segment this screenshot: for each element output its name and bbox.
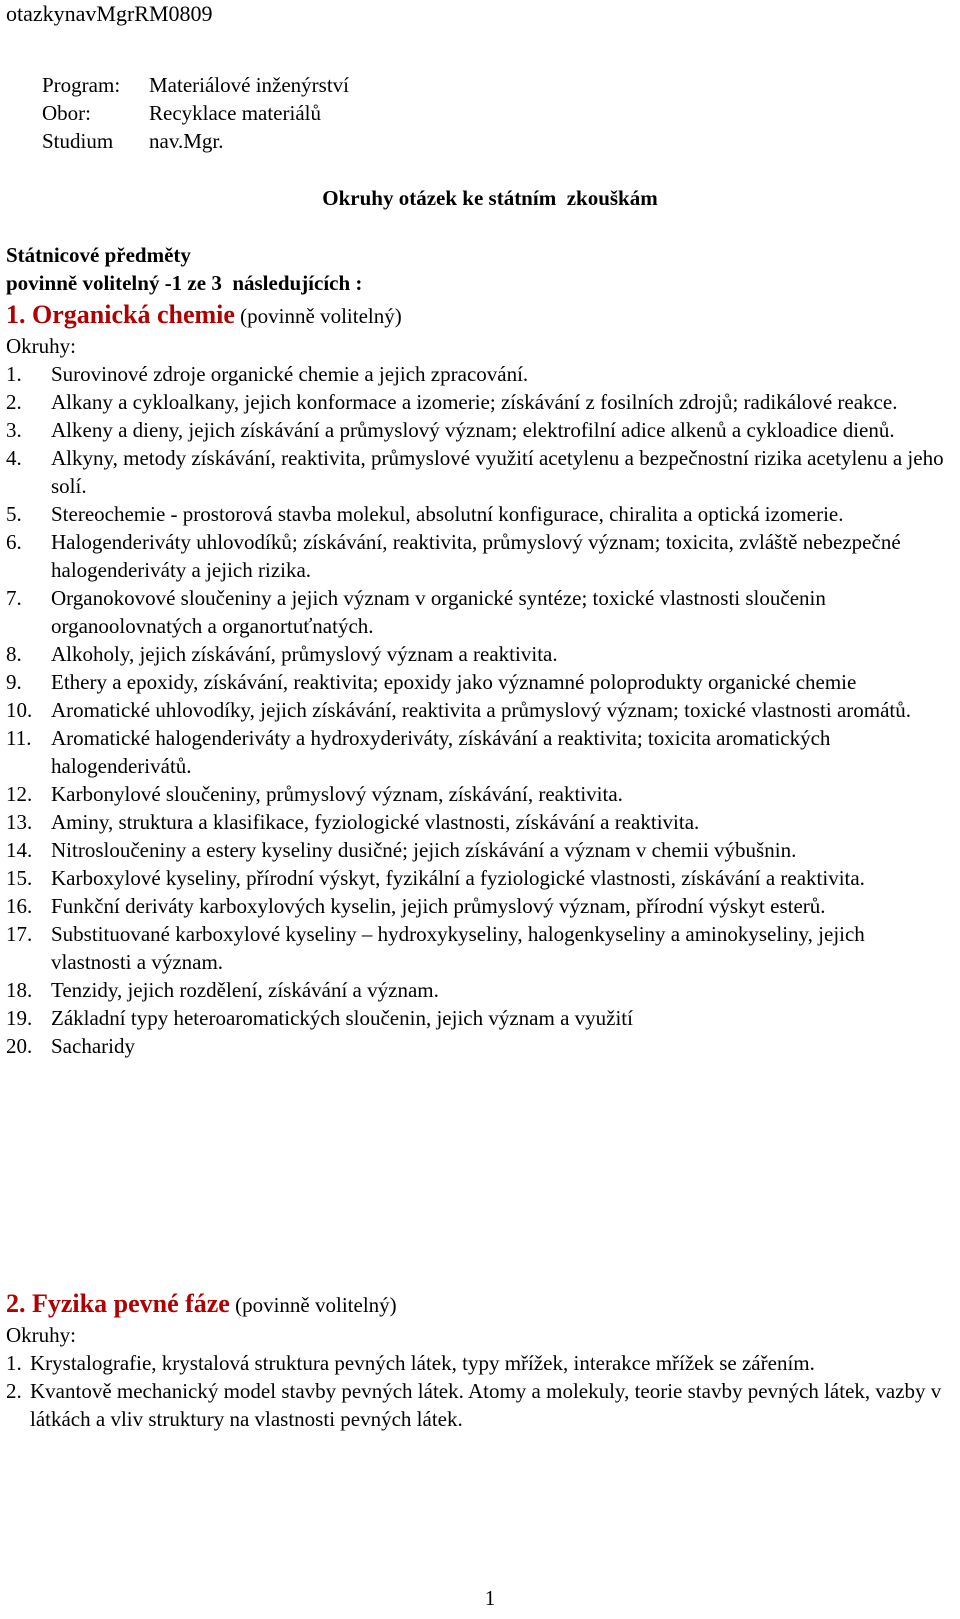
list-item-text: Substituované karboxylové kyseliny – hydroxykyseliny, halogenkyseliny a aminokyseliny, jejich vlastnosti a význam. <box>51 922 865 974</box>
list-item <box>6 892 946 920</box>
page-number: 1 <box>484 1586 496 1610</box>
subjects-line-2: povinně volitelný -1 ze 3 následujících : <box>6 271 363 295</box>
list-item-number: 11. <box>6 726 32 750</box>
list-item-number: 19. <box>6 1006 33 1030</box>
list-item-text: Sacharidy <box>51 1034 135 1058</box>
list-item-number: 4. <box>6 446 22 470</box>
meta-value: Recyklace materiálů <box>149 101 321 125</box>
section-note: (povinně volitelný) <box>234 304 402 328</box>
list-item-text: Alkoholy, jejich získávání, průmyslový význam a reaktivita. <box>51 642 558 666</box>
list-item-number: 2. <box>6 1379 22 1403</box>
list-item-text: Surovinové zdroje organické chemie a jejich zpracování. <box>51 362 529 386</box>
meta-label: Program: <box>42 73 121 97</box>
list-item <box>6 1032 946 1060</box>
list-item-text: Halogenderiváty uhlovodíků; získávání, reaktivita, průmyslový význam; toxicita, zvláště nebezpečné halogenderiváty a jejich rizika. <box>51 530 901 582</box>
list-item-text: Karbonylové sloučeniny, průmyslový význam, získávání, reaktivita. <box>51 782 623 806</box>
list-item <box>6 416 946 444</box>
list-item <box>6 808 946 836</box>
okruhy-label: Okruhy: <box>6 1323 76 1347</box>
list-item <box>6 360 946 388</box>
list-item-text: Krystalografie, krystalová struktura pevných látek, typy mřížek, interakce mřížek se zářením. <box>30 1351 815 1375</box>
list-item-number: 5. <box>6 502 22 526</box>
list-item-number: 17. <box>6 922 33 946</box>
list-item <box>6 1377 946 1433</box>
list-item-number: 15. <box>6 866 33 890</box>
document-id: otazkynavMgrRM0809 <box>6 1 213 26</box>
list-item-text: Alkyny, metody získávání, reaktivita, průmyslové využití acetylenu a bezpečnostní rizika acetylenu a jeho solí. <box>51 446 944 498</box>
meta-label: Obor: <box>42 101 91 125</box>
list-item-number: 13. <box>6 810 33 834</box>
list-item-number: 7. <box>6 586 22 610</box>
list-item <box>6 696 946 724</box>
section-header <box>6 1287 946 1321</box>
list-item-number: 3. <box>6 418 22 442</box>
list-item-text: Stereochemie - prostorová stavba molekul, absolutní konfigurace, chiralita a optická izomerie. <box>51 502 844 526</box>
meta-value: Materiálové inženýrství <box>149 73 350 97</box>
topic-list <box>6 1349 946 1433</box>
meta-value: nav.Mgr. <box>149 129 224 153</box>
list-item <box>6 388 946 416</box>
list-item <box>6 640 946 668</box>
list-item-text: Aminy, struktura a klasifikace, fyziologické vlastnosti, získávání a reaktivita. <box>51 810 700 834</box>
list-item-text: Aromatické halogenderiváty a hydroxyderiváty, získávání a reaktivita; toxicita aromatických halogenderivátů. <box>51 726 831 778</box>
subjects-line-1: Státnicové předměty <box>6 243 191 267</box>
list-item-number: 2. <box>6 390 22 414</box>
list-item-text: Ethery a epoxidy, získávání, reaktivita; epoxidy jako významné poloprodukty organické chemie <box>51 670 857 694</box>
list-item-number: 16. <box>6 894 33 918</box>
list-item-text: Alkany a cykloalkany, jejich konformace a izomerie; získávání z fosilních zdrojů; radikálové reakce. <box>51 390 898 414</box>
topic-list <box>6 360 946 1060</box>
list-item <box>6 836 946 864</box>
list-item <box>6 528 946 584</box>
list-item-number: 9. <box>6 670 22 694</box>
list-item <box>6 584 946 640</box>
list-item <box>6 976 946 1004</box>
list-item-text: Alkeny a dieny, jejich získávání a průmyslový význam; elektrofilní adice alkenů a cykloadice dienů. <box>51 418 895 442</box>
section-note: (povinně volitelný) <box>229 1293 397 1317</box>
list-item <box>6 920 946 976</box>
list-item <box>6 1349 946 1377</box>
list-item-text: Funkční deriváty karboxylových kyselin, jejich průmyslový význam, přírodní výskyt esterů. <box>51 894 826 918</box>
list-item-text: Aromatické uhlovodíky, jejich získávání, reaktivita a průmyslový význam; toxické vlastnosti aromátů. <box>51 698 912 722</box>
list-item-number: 12. <box>6 782 33 806</box>
meta-label: Studium <box>42 129 114 153</box>
section-solid-state-physics <box>6 1287 946 1433</box>
list-item-number: 14. <box>6 838 33 862</box>
list-item-text: Základní typy heteroaromatických sloučenin, jejich význam a využití <box>51 1006 633 1030</box>
list-item <box>6 864 946 892</box>
list-item <box>6 500 946 528</box>
list-item-number: 1. <box>6 1351 22 1375</box>
list-item <box>6 780 946 808</box>
meta-row-obor <box>42 99 349 127</box>
list-item-text: Kvantově mechanický model stavby pevných látek. Atomy a molekuly, teorie stavby pevných látek, vazby v látkách a vliv struktury na vlastnosti pevných látek. <box>30 1379 942 1431</box>
list-item-text: Organokovové sloučeniny a jejich význam v organické syntéze; toxické vlastnosti sloučenin organoolovnatých a organortuťnatých. <box>51 586 826 638</box>
list-item-number: 6. <box>6 530 22 554</box>
okruhy-label: Okruhy: <box>6 334 76 358</box>
section-organic-chemistry <box>6 298 946 1060</box>
section-title: 1. Organická chemie <box>6 300 235 329</box>
list-item <box>6 668 946 696</box>
program-info <box>42 71 349 155</box>
list-item-text: Nitrosloučeniny a estery kyseliny dusičné; jejich získávání a význam v chemii výbušnin. <box>51 838 797 862</box>
section-header <box>6 298 946 332</box>
list-item-number: 20. <box>6 1034 33 1058</box>
section-title: 2. Fyzika pevné fáze <box>6 1289 230 1318</box>
list-item-number: 8. <box>6 642 22 666</box>
subjects-heading <box>6 241 362 297</box>
list-item <box>6 1004 946 1032</box>
list-item <box>6 724 946 780</box>
list-item-number: 10. <box>6 698 33 722</box>
meta-row-program <box>42 71 349 99</box>
list-item-number: 18. <box>6 978 33 1002</box>
list-item <box>6 444 946 500</box>
page-title: Okruhy otázek ke státním zkouškám <box>322 186 658 210</box>
list-item-number: 1. <box>6 362 22 386</box>
list-item-text: Tenzidy, jejich rozdělení, získávání a význam. <box>51 978 439 1002</box>
meta-row-studium <box>42 127 349 155</box>
list-item-text: Karboxylové kyseliny, přírodní výskyt, fyzikální a fyziologické vlastnosti, získávání a reaktivita. <box>51 866 865 890</box>
